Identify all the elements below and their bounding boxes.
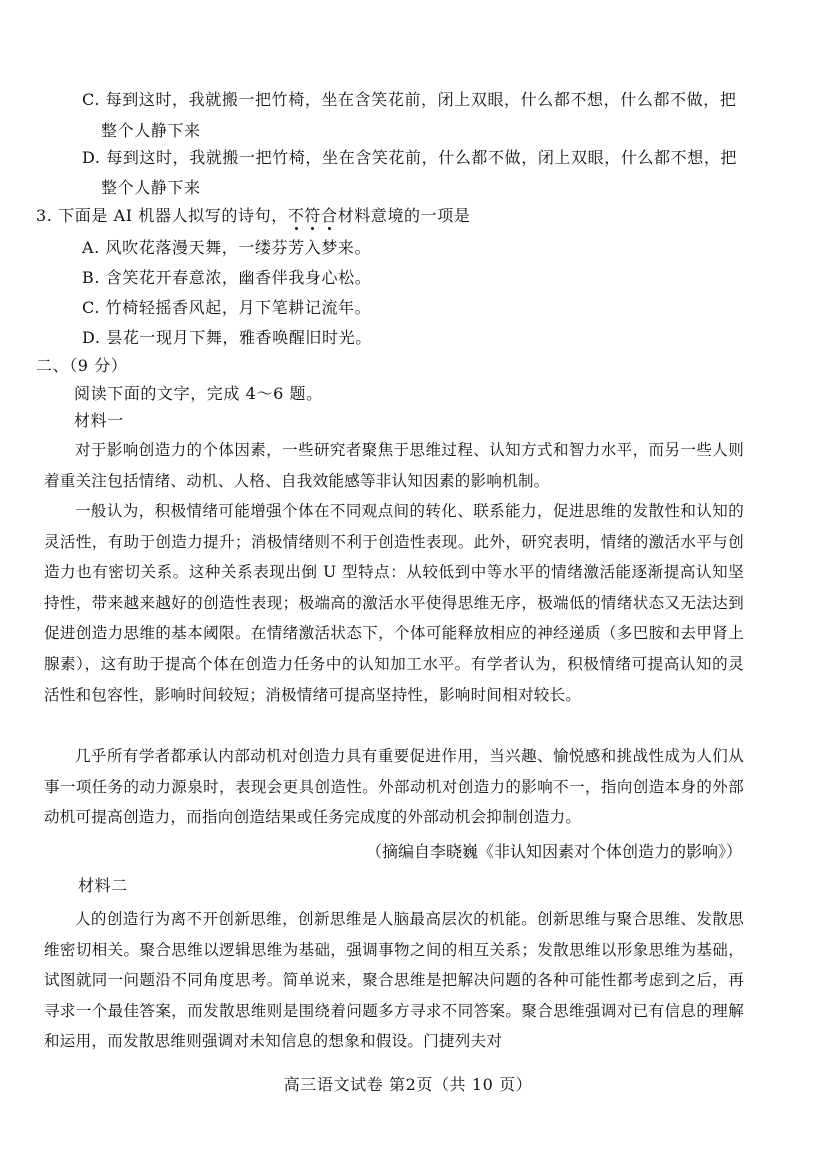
q3-emphasis-char-2: 符 — [304, 206, 322, 225]
q3-option-d: D. 昙花一现月下舞，雅香唤醒旧时光。 — [82, 328, 372, 347]
material1-title: 材料一 — [74, 411, 124, 430]
section2-instruction: 阅读下面的文字，完成 4～6 题。 — [74, 384, 323, 403]
material1-source: （摘编自李晓巍《非认知因素对个体创造力的影响》） — [365, 842, 742, 861]
q2-option-c-line2: 整个人静下来 — [101, 121, 201, 140]
material1-paragraph-1: 对于影响创造力的个体因素，一些研究者聚焦于思维过程、认知方式和智力水平，而另一些人则着重关注包括情绪、动机、人格、自我效能感等非认知因素的影响机制。 — [44, 441, 744, 490]
q3-stem-suffix: 材料意境的一项是 — [337, 206, 471, 225]
q3-emphasis-char-3: 合 — [321, 206, 338, 225]
q3-stem — [36, 206, 470, 226]
material2-title: 材料二 — [78, 876, 128, 895]
q3-option-a: A. 风吹花落漫天舞，一缕芬芳入梦来。 — [82, 238, 372, 257]
q2-option-c-line1: C. 每到这时，我就搬一把竹椅，坐在含笑花前，闭上双眼，什么都不想，什么都不做，把 — [82, 90, 737, 109]
q2-option-d-line1: D. 每到这时，我就搬一把竹椅，坐在含笑花前，什么都不做，闭上双眼，什么都不想，把 — [82, 148, 738, 167]
q3-stem-prefix: 3. 下面是 AI 机器人拟写的诗句， — [36, 206, 288, 225]
section2-heading: 二、（9 分） — [36, 356, 128, 375]
q3-emphasis-char-1: 不 — [287, 206, 305, 225]
material2-paragraph-1: 人的创造行为离不开创新思维，创新思维是人脑最高层次的机能。创新思维与聚合思维、发散思维密切相关。聚合思维以逻辑思维为基础，强调事物之间的相互关系；发散思维以形象思维为基础，试图就同一问题沿不同角度思考。简单说来，聚合思维是把解决问题的各种可能性都考虑到之后，再寻求一个最佳答案，而发散思维则是围绕着问题多方寻求不同答案。聚合思维强调对已有信息的理解和运用，而发散思维则强调对未知信息的想象和假设。门捷列夫对 — [44, 910, 744, 1051]
material1-paragraph-2: 一般认为，积极情绪可能增强个体在不同观点间的转化、联系能力，促进思维的发散性和认知的灵活性，有助于创造力提升；消极情绪则不利于创造性表现。此外，研究表明，情绪的激活水平与创造力也有密切关系。这种关系表现出倒 U 型特点：从较低到中等水平的情绪激活能逐渐提高认知坚持性，带来越来越好的创造性表现；极端高的激活水平使得思维无序，极端低的情绪状态又无法达到促进创造力思维的基本阈限。在情绪激活状态下，个体可能释放相应的神经递质（多巴胺和去甲肾上腺素），这有助于提高个体在创造力任务中的认知加工水平。有学者认为，积极情绪可提高认知的灵活性和包容性，影响时间较短；消极情绪可提高坚持性，影响时间相对较长。 — [44, 502, 744, 704]
q3-option-c: C. 竹椅轻摇香风起，月下笔耕记流年。 — [82, 298, 372, 317]
q3-option-b: B. 含笑花开春意浓，幽香伴我身心松。 — [82, 268, 372, 287]
material1-paragraph-3: 几乎所有学者都承认内部动机对创造力具有重要促进作用，当兴趣、愉悦感和挑战性成为人们从事一项任务的动力源泉时，表现会更具创造性。外部动机对创造力的影响不一，指向创造本身的外部动机可提高创造力，而指向创造结果或任务完成度的外部动机会抑制创造力。 — [44, 747, 744, 827]
page-footer: 高三语文试卷 第2页（共 10 页） — [283, 1075, 533, 1094]
q2-option-d-line2: 整个人静下来 — [101, 178, 201, 197]
